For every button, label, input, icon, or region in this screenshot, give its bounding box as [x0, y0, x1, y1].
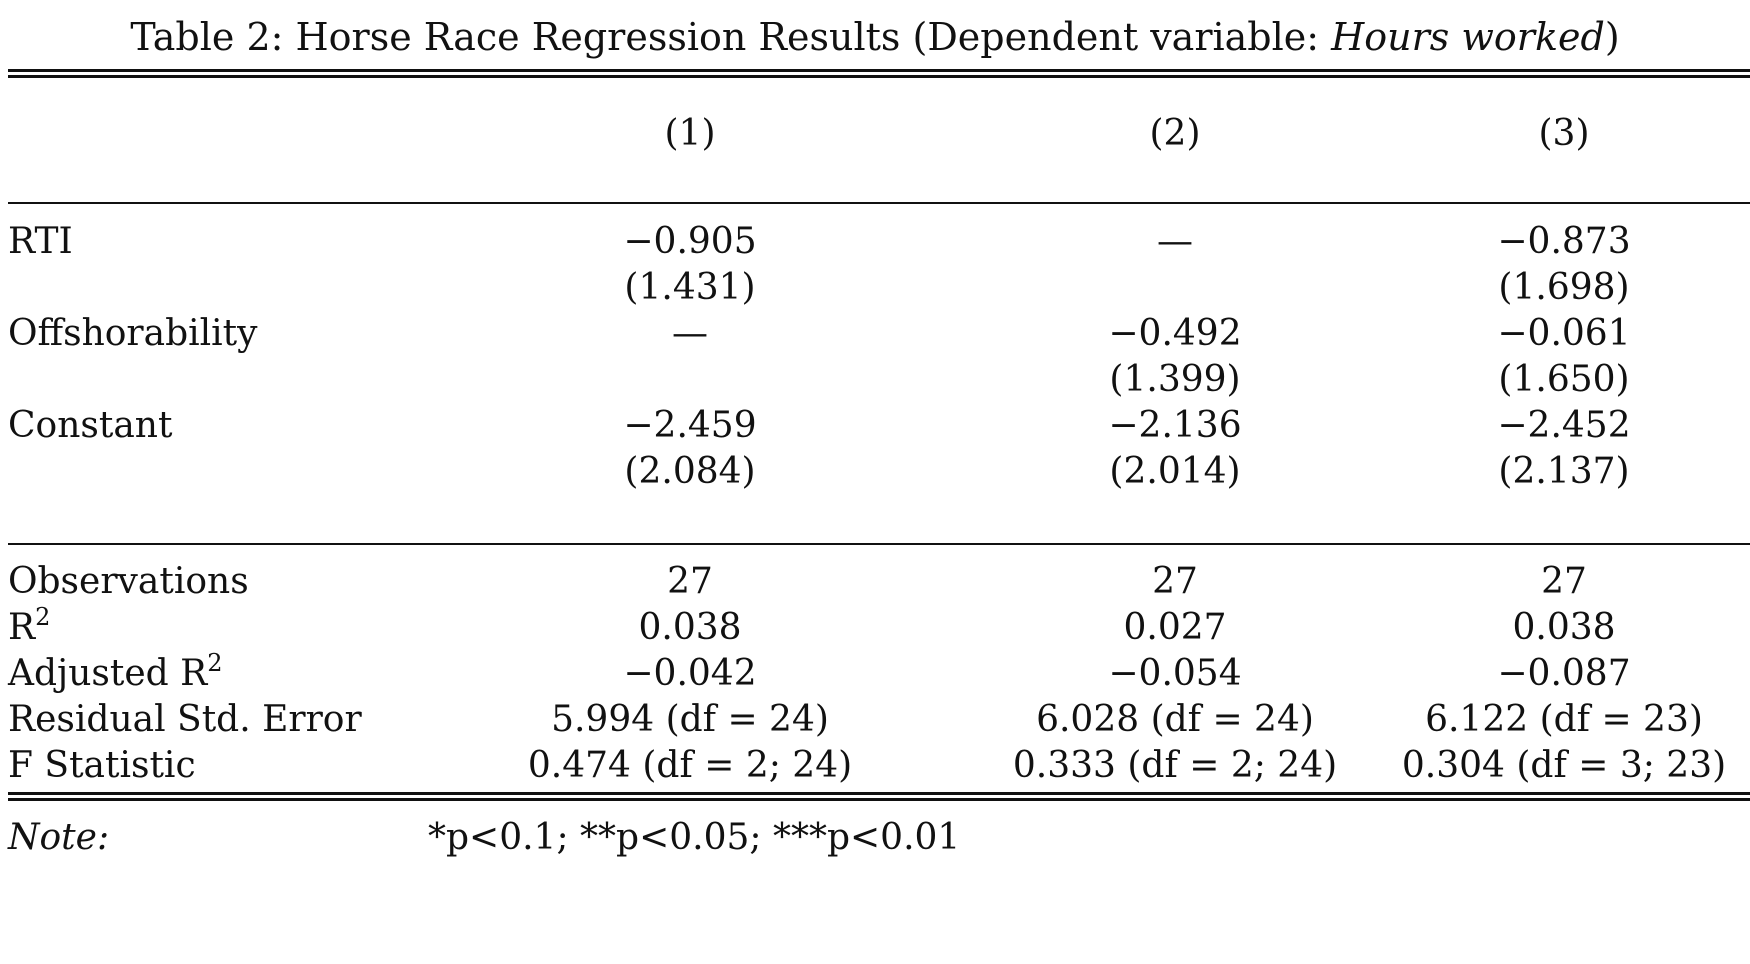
coefficient: −0.492: [1108, 313, 1242, 354]
header-rule: [8, 202, 1750, 204]
bottom-double-rule-2: [8, 798, 1750, 801]
table-caption: Table 2: Horse Race Regression Results (Dependent variable: Hours worked): [130, 15, 1620, 59]
statistic-value: 5.994 (df = 24): [551, 699, 829, 740]
row-label: Adjusted $R^2$: [8, 649, 223, 694]
standard-error: (1.698): [1498, 267, 1630, 308]
coefficient: −2.459: [623, 405, 757, 446]
bottom-double-rule-1: [8, 792, 1750, 795]
column-header: (2): [1149, 113, 1201, 154]
column-header: (1): [664, 113, 716, 154]
standard-error: (2.084): [624, 451, 756, 492]
statistic-value: 0.304 (df = 3; 23): [1401, 745, 1727, 786]
statistic-value: 6.028 (df = 24): [1036, 699, 1314, 740]
superscript: 2: [207, 649, 223, 677]
standard-error: (1.431): [624, 267, 756, 308]
statistic-value: 0.027: [1123, 607, 1227, 648]
table-row: [0, 264, 1750, 312]
row-label: Constant: [8, 405, 173, 446]
table-row: [0, 448, 1750, 496]
coefficient: −0.061: [1497, 313, 1631, 354]
coefficient: −0.905: [623, 221, 757, 262]
dependent-variable: Hours worked: [1331, 15, 1605, 59]
coefficient: −2.452: [1497, 405, 1631, 446]
statistic-value: 27: [667, 561, 713, 602]
coefficient: —: [1157, 221, 1193, 262]
row-label: Residual Std. Error: [8, 699, 362, 740]
table-row: [0, 218, 1750, 266]
row-label: RTI: [8, 221, 73, 262]
table-row: [0, 310, 1750, 358]
row-label: Offshorability: [8, 313, 258, 354]
statistic-value: 6.122 (df = 23): [1425, 699, 1703, 740]
statistic-value: −0.087: [1497, 653, 1631, 694]
table-row: [0, 742, 1750, 790]
statistic-value: 0.038: [638, 607, 742, 648]
note-label: Note:: [8, 817, 110, 858]
table-row: [0, 402, 1750, 450]
statistic-value: 0.038: [1512, 607, 1616, 648]
stats-rule: [8, 543, 1750, 545]
statistic-value: −0.054: [1108, 653, 1242, 694]
coefficient: —: [672, 313, 708, 354]
statistic-value: 0.474 (df = 2; 24): [527, 745, 853, 786]
table-row: [0, 356, 1750, 404]
column-header: (3): [1538, 113, 1590, 154]
row-label: $R^2$: [8, 603, 51, 648]
row-label: Observations: [8, 561, 249, 602]
top-double-rule-1: [8, 69, 1750, 72]
standard-error: (1.650): [1498, 359, 1630, 400]
table-row: [0, 604, 1750, 652]
standard-error: (1.399): [1109, 359, 1241, 400]
coefficient: −2.136: [1108, 405, 1242, 446]
standard-error: (2.014): [1109, 451, 1241, 492]
significance-note: *p<0.1; **p<0.05; ***p<0.01: [428, 817, 961, 858]
column-header-row: [0, 110, 1750, 158]
statistic-value: 0.333 (df = 2; 24): [1012, 745, 1338, 786]
table-row: [0, 558, 1750, 606]
statistic-value: 27: [1152, 561, 1198, 602]
table-row: [0, 696, 1750, 744]
top-double-rule-2: [8, 75, 1750, 78]
coefficient: −0.873: [1497, 221, 1631, 262]
row-label: F Statistic: [8, 745, 196, 786]
table-row: [0, 650, 1750, 698]
standard-error: (2.137): [1498, 451, 1630, 492]
statistic-value: 27: [1541, 561, 1587, 602]
superscript: 2: [35, 603, 51, 631]
statistic-value: −0.042: [623, 653, 757, 694]
